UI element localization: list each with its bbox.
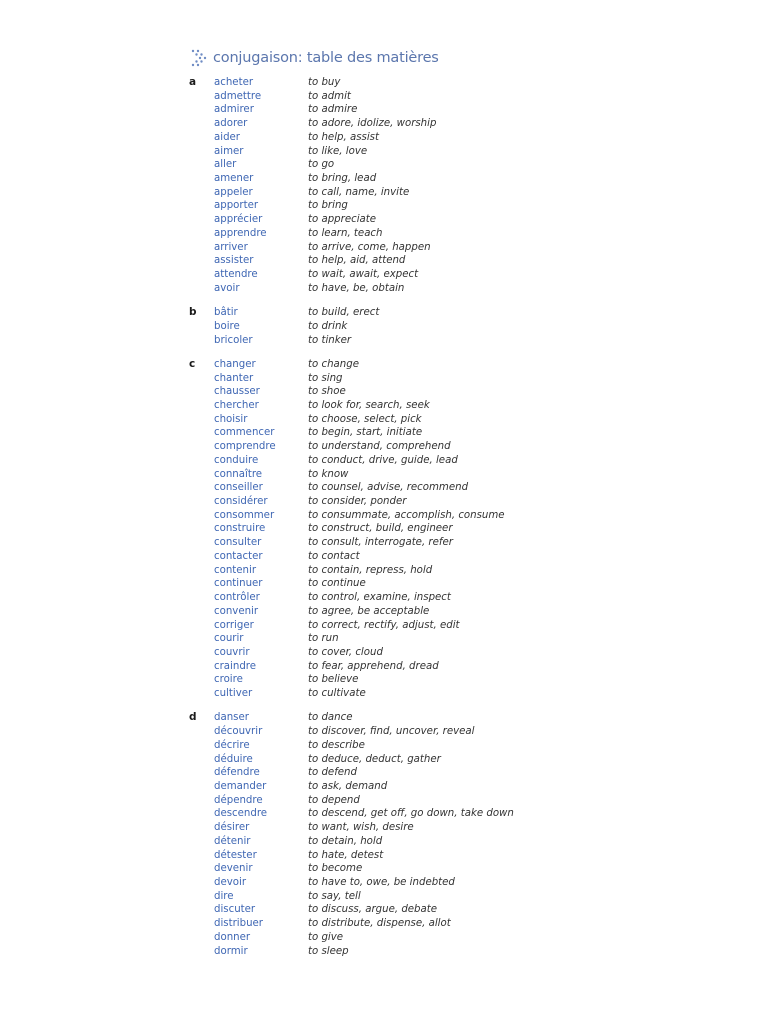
verb-row <box>0 158 768 172</box>
verb-row <box>0 632 768 646</box>
verb-row <box>0 282 768 296</box>
verb-row <box>0 945 768 959</box>
verb-link[interactable]: chanter <box>214 372 254 384</box>
verb-translation: to bring, lead <box>308 173 377 185</box>
verb-row <box>0 495 768 509</box>
verb-translation: to help, aid, attend <box>308 255 406 267</box>
verb-link[interactable]: assister <box>214 255 254 267</box>
verb-translation: to descend, get off, go down, take down <box>308 808 514 820</box>
verb-row <box>0 227 768 241</box>
verb-translation: to like, love <box>308 145 368 157</box>
verb-row <box>0 917 768 931</box>
verb-row <box>0 876 768 890</box>
verb-row <box>0 454 768 468</box>
verb-row <box>0 117 768 131</box>
verb-link[interactable]: apporter <box>214 200 259 212</box>
verb-row <box>0 711 768 725</box>
section-a <box>0 76 768 296</box>
verb-translation: to continue <box>308 578 366 590</box>
verb-row <box>0 890 768 904</box>
verb-link[interactable]: distribuer <box>214 918 263 930</box>
verb-link[interactable]: bricoler <box>214 334 253 346</box>
verb-translation: to begin, start, initiate <box>308 427 423 439</box>
verb-row <box>0 268 768 282</box>
verb-link[interactable]: courir <box>214 633 244 645</box>
verb-translation: to defend <box>308 767 357 779</box>
verb-translation: to run <box>308 633 339 645</box>
verb-translation: to wait, await, expect <box>308 269 419 281</box>
verb-row <box>0 145 768 159</box>
verb-translation: to become <box>308 863 363 875</box>
verb-row <box>0 413 768 427</box>
verb-row <box>0 372 768 386</box>
verb-link[interactable]: descendre <box>214 808 268 820</box>
verb-translation: to shoe <box>308 386 346 398</box>
verb-link[interactable]: couvrir <box>214 646 250 658</box>
verb-link[interactable]: devoir <box>214 877 247 889</box>
verb-row <box>0 605 768 619</box>
verb-translation: to change <box>308 358 359 370</box>
verb-row <box>0 385 768 399</box>
verb-row <box>0 334 768 348</box>
verb-row <box>0 358 768 372</box>
verb-translation: to bring <box>308 200 348 212</box>
verb-row <box>0 320 768 334</box>
verb-translation: to contain, repress, hold <box>308 564 433 576</box>
section-letter: c <box>189 357 196 370</box>
verb-link[interactable]: considérer <box>214 496 268 508</box>
section-b <box>0 306 768 347</box>
verb-translation: to buy <box>308 77 341 88</box>
verb-translation: to counsel, advise, recommend <box>308 482 469 494</box>
verb-row <box>0 131 768 145</box>
verb-row <box>0 509 768 523</box>
verb-translation: to adore, idolize, worship <box>308 118 437 130</box>
verb-row <box>0 931 768 945</box>
verb-row <box>0 468 768 482</box>
section-letter: b <box>189 306 197 319</box>
verb-row <box>0 90 768 104</box>
verb-link[interactable]: acheter <box>214 77 254 88</box>
verb-row <box>0 426 768 440</box>
verb-link[interactable]: amener <box>214 173 254 185</box>
verb-row <box>0 550 768 564</box>
verb-link[interactable]: continuer <box>214 578 263 590</box>
verb-translation: to have to, owe, be indebted <box>308 877 455 889</box>
verb-row <box>0 673 768 687</box>
verb-translation: to learn, teach <box>308 227 383 239</box>
verb-row <box>0 821 768 835</box>
section-letter: d <box>189 711 197 724</box>
verb-link[interactable]: donner <box>214 931 251 943</box>
verb-row <box>0 199 768 213</box>
verb-row <box>0 849 768 863</box>
verb-link[interactable]: convenir <box>214 605 259 617</box>
verb-link[interactable]: dépendre <box>214 794 263 806</box>
verb-row <box>0 687 768 701</box>
verb-link[interactable]: désirer <box>214 822 250 834</box>
verb-link[interactable]: défendre <box>214 767 260 779</box>
verb-link[interactable]: corriger <box>214 619 254 631</box>
verb-link[interactable]: adorer <box>214 118 248 130</box>
verb-translation: to conduct, drive, guide, lead <box>308 454 458 466</box>
verb-translation: to consider, ponder <box>308 496 407 508</box>
section-d <box>0 711 768 958</box>
verb-row <box>0 862 768 876</box>
verb-row <box>0 306 768 320</box>
verb-translation: to detain, hold <box>308 835 383 847</box>
section-c <box>0 358 768 701</box>
verb-link[interactable]: décrire <box>214 739 250 751</box>
verb-translation: to arrive, come, happen <box>308 241 431 253</box>
verb-translation: to admit <box>308 90 351 102</box>
verb-link[interactable]: apprendre <box>214 227 267 239</box>
verb-row <box>0 213 768 227</box>
verb-link[interactable]: attendre <box>214 269 258 281</box>
verb-link[interactable]: demander <box>214 781 267 792</box>
page-title: conjugaison: table des matières <box>213 50 439 66</box>
verb-link[interactable]: conseiller <box>214 482 263 494</box>
verb-link[interactable]: conduire <box>214 454 259 466</box>
verb-translation: to hate, detest <box>308 849 384 861</box>
verb-row <box>0 536 768 550</box>
verb-row <box>0 903 768 917</box>
verb-row <box>0 254 768 268</box>
verb-link[interactable]: détester <box>214 849 257 861</box>
verb-translation: to control, examine, inspect <box>308 592 451 604</box>
verb-index <box>0 76 768 969</box>
verb-link[interactable]: cultiver <box>214 688 253 700</box>
verb-translation: to tinker <box>308 334 352 346</box>
verb-row <box>0 725 768 739</box>
verb-translation: to know <box>308 468 349 480</box>
verb-link[interactable]: craindre <box>214 660 257 672</box>
verb-translation: to agree, be acceptable <box>308 605 430 617</box>
verb-row <box>0 564 768 578</box>
verb-link[interactable]: apprécier <box>214 214 263 226</box>
verb-link[interactable]: déduire <box>214 753 253 765</box>
verb-row <box>0 241 768 255</box>
verb-row <box>0 399 768 413</box>
verb-translation: to build, erect <box>308 307 380 319</box>
verb-link[interactable]: contrôler <box>214 592 260 604</box>
verb-link[interactable]: danser <box>214 712 249 724</box>
verb-link[interactable]: détenir <box>214 835 251 847</box>
verb-link[interactable]: aller <box>214 159 237 171</box>
verb-translation: to give <box>308 931 344 943</box>
verb-row <box>0 660 768 674</box>
verb-link[interactable]: consommer <box>214 509 275 521</box>
verb-row <box>0 103 768 117</box>
verb-translation: to appreciate <box>308 214 377 226</box>
verb-translation: to dance <box>308 712 353 724</box>
verb-row <box>0 76 768 90</box>
verb-translation: to understand, comprehend <box>308 441 451 453</box>
verb-translation: to correct, rectify, adjust, edit <box>308 619 460 631</box>
verb-link[interactable]: choisir <box>214 413 248 425</box>
verb-row <box>0 780 768 794</box>
verb-translation: to choose, select, pick <box>308 413 422 425</box>
verb-link[interactable]: dormir <box>214 945 248 957</box>
verb-row <box>0 753 768 767</box>
verb-row <box>0 619 768 633</box>
verb-link[interactable]: admettre <box>214 90 262 102</box>
verb-translation: to describe <box>308 739 365 751</box>
verb-translation: to discuss, argue, debate <box>308 904 438 916</box>
verb-link[interactable]: devenir <box>214 863 253 875</box>
verb-link[interactable]: chausser <box>214 386 260 398</box>
verb-link[interactable]: contacter <box>214 550 263 562</box>
verb-link[interactable]: dire <box>214 890 234 902</box>
verb-link[interactable]: avoir <box>214 282 240 294</box>
verb-translation: to admire <box>308 104 358 116</box>
verb-link[interactable]: chercher <box>214 400 259 411</box>
verb-row <box>0 172 768 186</box>
verb-link[interactable]: commencer <box>214 427 275 439</box>
verb-translation: to have, be, obtain <box>308 282 405 294</box>
verb-link[interactable]: bâtir <box>214 307 238 319</box>
verb-link[interactable]: changer <box>214 358 256 370</box>
verb-translation: to want, wish, desire <box>308 822 414 834</box>
verb-row <box>0 481 768 495</box>
verb-translation: to call, name, invite <box>308 186 410 198</box>
verb-translation: to go <box>308 159 335 171</box>
page-header <box>191 46 439 70</box>
verb-translation: to consummate, accomplish, consume <box>308 509 505 521</box>
verb-translation: to ask, demand <box>308 781 388 792</box>
verb-translation: to cultivate <box>308 688 366 700</box>
verb-link[interactable]: boire <box>214 320 240 332</box>
verb-translation: to distribute, dispense, allot <box>308 918 451 930</box>
verb-row <box>0 186 768 200</box>
verb-link[interactable]: consulter <box>214 537 262 549</box>
verb-translation: to sing <box>308 372 343 384</box>
verb-link[interactable]: connaître <box>214 468 263 480</box>
verb-translation: to help, assist <box>308 131 379 143</box>
verb-translation: to look for, search, seek <box>308 400 430 411</box>
verb-link[interactable]: contenir <box>214 564 257 576</box>
verb-translation: to cover, cloud <box>308 646 383 658</box>
double-chevron-right-icon <box>191 49 209 67</box>
verb-link[interactable]: construire <box>214 523 266 535</box>
verb-translation: to construct, build, engineer <box>308 523 453 535</box>
verb-link[interactable]: appeler <box>214 186 253 198</box>
section-letter: a <box>189 76 197 88</box>
verb-translation: to say, tell <box>308 890 361 902</box>
verb-link[interactable]: aimer <box>214 145 244 157</box>
verb-row <box>0 646 768 660</box>
verb-row <box>0 591 768 605</box>
verb-row <box>0 794 768 808</box>
verb-row <box>0 739 768 753</box>
verb-link[interactable]: aider <box>214 131 240 143</box>
verb-link[interactable]: comprendre <box>214 441 276 453</box>
verb-link[interactable]: arriver <box>214 241 248 253</box>
verb-row <box>0 522 768 536</box>
verb-translation: to deduce, deduct, gather <box>308 753 441 765</box>
verb-row <box>0 766 768 780</box>
verb-row <box>0 807 768 821</box>
verb-row <box>0 440 768 454</box>
verb-link[interactable]: croire <box>214 674 243 686</box>
verb-link[interactable]: découvrir <box>214 726 263 738</box>
verb-translation: to sleep <box>308 945 349 957</box>
verb-translation: to discover, find, uncover, reveal <box>308 726 475 738</box>
verb-link[interactable]: discuter <box>214 904 256 916</box>
verb-translation: to drink <box>308 320 348 332</box>
verb-link[interactable]: admirer <box>214 104 254 116</box>
verb-row <box>0 577 768 591</box>
verb-translation: to contact <box>308 550 360 562</box>
verb-translation: to believe <box>308 674 359 686</box>
verb-translation: to consult, interrogate, refer <box>308 537 453 549</box>
verb-row <box>0 835 768 849</box>
verb-translation: to depend <box>308 794 360 806</box>
verb-translation: to fear, apprehend, dread <box>308 660 439 672</box>
